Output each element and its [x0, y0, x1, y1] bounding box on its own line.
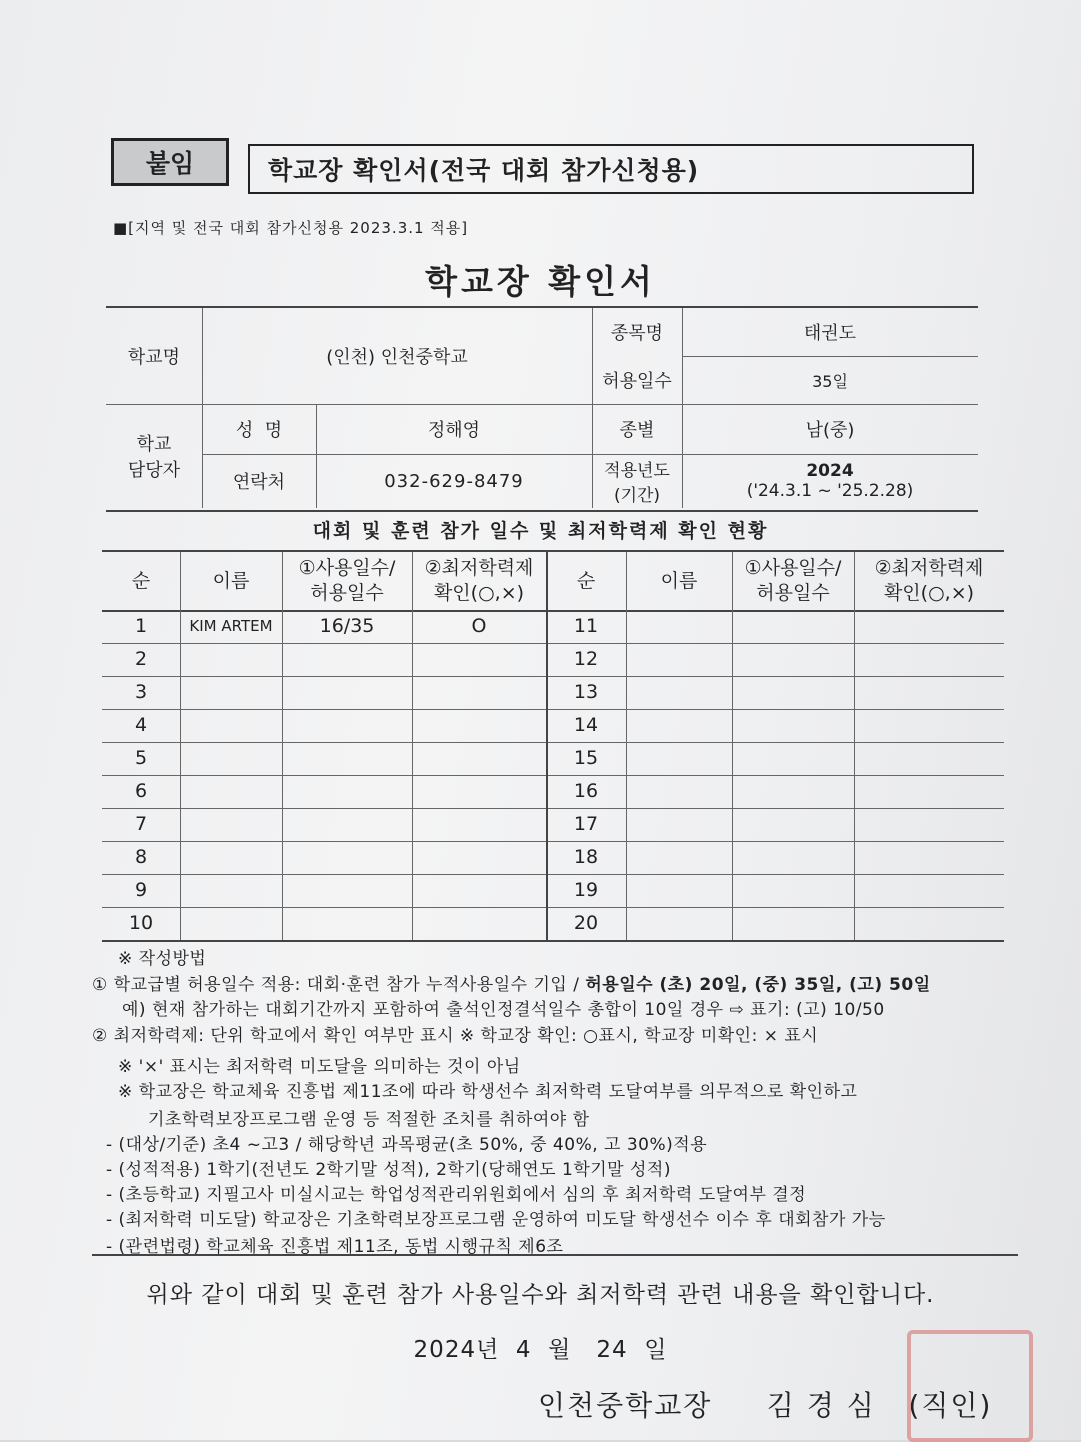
table-row-name — [626, 808, 732, 841]
table-row-days — [732, 808, 854, 841]
table-row-name — [180, 808, 282, 841]
table-row-days — [732, 643, 854, 676]
table-row-days — [732, 841, 854, 874]
header-check-line1: ②최저학력제 — [424, 557, 534, 579]
category-label: 종별 — [619, 420, 655, 441]
signature-line: 인천중학교장 김 경 심 (직인) — [538, 1389, 993, 1422]
school-label: 학교명 — [127, 347, 181, 368]
name-label: 성 명 — [235, 420, 283, 441]
info-table — [106, 306, 978, 512]
table-row-check — [854, 709, 1004, 742]
subnote: ■[지역 및 전국 대회 참가신청용 2023.3.1 적용] — [113, 219, 469, 237]
allowed-days-value: 35일 — [812, 371, 848, 391]
table-row-name — [180, 742, 282, 775]
table-row-name — [180, 907, 282, 940]
table-row-days — [732, 742, 854, 775]
table-row-no: 12 — [573, 648, 599, 670]
year-label-line2: (기간) — [613, 486, 661, 506]
sport-value: 태권도 — [803, 323, 857, 344]
note-1-text: ① 학교급별 허용일수 적용: 대회·훈련 참가 누적사용일수 기입 / — [92, 975, 586, 995]
table-row-check — [412, 874, 546, 907]
table-row-check — [412, 808, 546, 841]
header-days-left — [282, 552, 412, 610]
year-value-period: ('24.3.1 ~ '25.2.28) — [746, 481, 914, 501]
table-row-check — [854, 874, 1004, 907]
note-4-cont: 기초학력보장프로그램 운영 등 적절한 조치를 취하여야 함 — [148, 1110, 590, 1130]
table-row-check — [412, 643, 546, 676]
note-4: ※ 학교장은 학교체육 진흥법 제11조에 따라 학생선수 최저학력 도달여부를 의무적으로 확인하고 — [118, 1082, 858, 1102]
table-row-no: 20 — [573, 912, 599, 934]
header-days-line1: ①사용일수/ — [744, 557, 842, 579]
year-value — [682, 454, 978, 508]
header-days-right — [732, 552, 854, 610]
table-row-name — [180, 775, 282, 808]
table-row-no: 13 — [573, 681, 599, 703]
confirmation-text: 위와 같이 대회 및 훈련 참가 사용일수와 최저학력 관련 내용을 확인합니다. — [146, 1282, 935, 1308]
table-row-no: 6 — [134, 780, 148, 802]
table-row-name — [180, 841, 282, 874]
table-row-days — [282, 709, 412, 742]
table-row-check — [412, 676, 546, 709]
header-check-line1: ②최저학력제 — [874, 557, 984, 579]
header-check-right — [854, 552, 1004, 610]
note-1-emphasis: 허용일수 (초) 20일, (중) 35일, (고) 50일 — [585, 975, 931, 995]
header-days-line2: 허용일수 — [756, 582, 830, 604]
table-row-no: 19 — [573, 879, 599, 901]
table-row-name — [626, 676, 732, 709]
table-row-check — [854, 643, 1004, 676]
table-row-days — [282, 808, 412, 841]
header-name-right: 이름 — [660, 569, 698, 592]
table-row-name — [626, 775, 732, 808]
table-row-days — [282, 841, 412, 874]
table-row-no: 7 — [134, 813, 148, 835]
table-row-no: 9 — [134, 879, 148, 901]
participation-table — [102, 550, 1004, 942]
phone-label: 연락처 — [232, 472, 286, 493]
year-label — [592, 454, 682, 508]
table-row-name — [626, 610, 732, 643]
note-3: ※ '×' 표시는 최저학력 미도달을 의미하는 것이 아님 — [118, 1057, 521, 1077]
notes-divider — [92, 1254, 1018, 1256]
note-1-example: 예) 현재 참가하는 대회기간까지 포함하여 출석인정결석일수 총합이 10일 경우 ⇨ 표기: (고) 10/50 — [122, 1000, 885, 1020]
table-row-check — [854, 841, 1004, 874]
table-row-no: 2 — [134, 648, 148, 670]
table-row-days — [732, 775, 854, 808]
table-row-check — [412, 907, 546, 940]
table-row-no: 3 — [134, 681, 148, 703]
header-name-left: 이름 — [212, 569, 250, 592]
detail-4: - (최저학력 미도달) 학교장은 기초학력보장프로그램 운영하여 미도달 학생선수 이수 후 대회참가 가능 — [106, 1210, 886, 1230]
table-row-no: 17 — [573, 813, 599, 835]
table-row-no: 18 — [573, 846, 599, 868]
school-value: (인천) 인천중학교 — [326, 347, 468, 368]
header-check-line2: 확인(○,×) — [433, 582, 525, 604]
header-days-line2: 허용일수 — [310, 582, 384, 604]
table-row-no: 10 — [128, 912, 154, 934]
table-row-days — [732, 676, 854, 709]
note-1 — [92, 970, 931, 995]
notes-heading: ※ 작성방법 — [118, 949, 207, 969]
table-row-days — [282, 676, 412, 709]
table-row-days: 16/35 — [319, 615, 375, 637]
table-row-name: KIM ARTEM — [189, 617, 273, 635]
table-row-days — [732, 907, 854, 940]
table-row-check — [412, 742, 546, 775]
table-row-days — [282, 874, 412, 907]
table-row-check — [854, 907, 1004, 940]
table-row-days — [732, 709, 854, 742]
table-row-check — [854, 808, 1004, 841]
table-row-name — [626, 841, 732, 874]
note-2: ② 최저학력제: 단위 학교에서 확인 여부만 표시 ※ 학교장 확인: ○표시, 학교장 미확인: × 표시 — [92, 1026, 819, 1046]
table-row-days — [282, 775, 412, 808]
table-row-no: 14 — [573, 714, 599, 736]
table-row-no: 16 — [573, 780, 599, 802]
table-row-no: 8 — [134, 846, 148, 868]
page-title: 학교장 확인서 — [425, 262, 656, 301]
table-row-no: 15 — [573, 747, 599, 769]
attachment-label: 붙임 — [111, 138, 229, 186]
table-row-check: O — [471, 615, 487, 637]
section-title: 대회 및 훈련 참가 일수 및 최저학력제 확인 현황 — [312, 520, 769, 542]
header-no-right: 순 — [576, 569, 596, 592]
table-row-name — [626, 709, 732, 742]
table-row-days — [282, 643, 412, 676]
date: 2024년 4 월 24 일 — [413, 1337, 668, 1363]
year-label-line1: 적용년도 — [604, 461, 670, 481]
table-row-name — [626, 907, 732, 940]
official-seal — [907, 1330, 1033, 1442]
header-no-left: 순 — [131, 569, 151, 592]
table-row-days — [732, 610, 854, 643]
header-days-line1: ①사용일수/ — [298, 557, 396, 579]
table-row-check — [854, 676, 1004, 709]
detail-5: - (관련법령) 학교체육 진흥법 제11조, 동법 시행규칙 제6조 — [106, 1237, 564, 1257]
detail-2: - (성적적용) 1학기(전년도 2학기말 성적), 2학기(당해연도 1학기말 성적) — [106, 1160, 671, 1180]
header-check-left — [412, 552, 546, 610]
table-row-no: 4 — [134, 714, 148, 736]
contact-person-label — [106, 404, 202, 508]
phone-value: 032-629-8479 — [384, 470, 524, 492]
table-row-no: 5 — [134, 747, 148, 769]
table-row-no: 1 — [134, 615, 148, 637]
table-row-name — [180, 709, 282, 742]
table-row-check — [412, 775, 546, 808]
table-row-name — [180, 643, 282, 676]
table-row-check — [412, 709, 546, 742]
table-row-days — [282, 742, 412, 775]
table-row-days — [282, 907, 412, 940]
table-row-name — [180, 874, 282, 907]
detail-3: - (초등학교) 지필고사 미실시교는 학업성적관리위원회에서 심의 후 최저학력 도달여부 결정 — [106, 1185, 807, 1205]
table-row-check — [412, 841, 546, 874]
table-row-check — [854, 775, 1004, 808]
header-title: 학교장 확인서(전국 대회 참가신청용) — [248, 144, 974, 194]
contact-person-label-line2: 담당자 — [127, 460, 181, 481]
table-row-name — [626, 874, 732, 907]
name-value: 정해영 — [427, 420, 481, 441]
table-row-name — [626, 742, 732, 775]
table-row-name — [626, 643, 732, 676]
header-check-line2: 확인(○,×) — [883, 582, 975, 604]
table-row-days — [732, 874, 854, 907]
table-row-check — [854, 742, 1004, 775]
table-row-no: 11 — [573, 615, 599, 637]
year-value-year: 2024 — [806, 461, 854, 481]
detail-1: - (대상/기준) 초4 ~고3 / 해당학년 과목평균(초 50%, 중 40%, 고 30%)적용 — [106, 1135, 708, 1155]
category-value: 남(중) — [805, 420, 855, 441]
sport-label: 종목명 — [610, 323, 664, 344]
contact-person-label-line1: 학교 — [136, 434, 172, 455]
allowed-days-label: 허용일수 — [602, 371, 672, 392]
table-row-check — [854, 610, 1004, 643]
table-row-name — [180, 676, 282, 709]
